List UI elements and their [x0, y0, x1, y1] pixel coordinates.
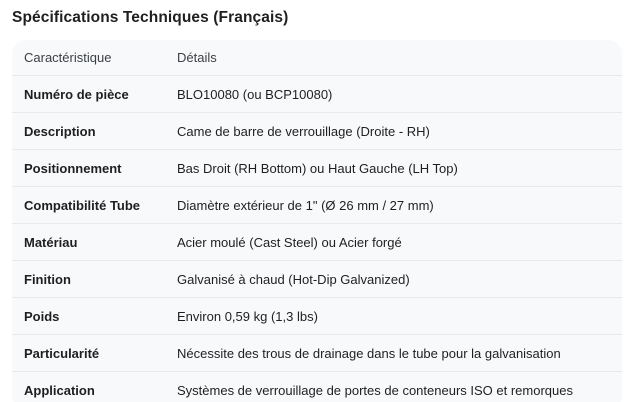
- row-label: Description: [12, 113, 165, 150]
- column-header-characteristic: Caractéristique: [12, 40, 165, 76]
- page-title: Spécifications Techniques (Français): [12, 9, 289, 26]
- row-value: Galvanisé à chaud (Hot-Dip Galvanized): [165, 261, 622, 298]
- row-label: Particularité: [12, 335, 165, 372]
- row-label: Matériau: [12, 224, 165, 261]
- table-row: [12, 261, 622, 298]
- spec-table-card: [12, 40, 622, 402]
- table-row: [12, 150, 622, 187]
- table-row: [12, 187, 622, 224]
- row-value: Acier moulé (Cast Steel) ou Acier forgé: [165, 224, 622, 261]
- table-row: [12, 113, 622, 150]
- row-value: Systèmes de verrouillage de portes de conteneurs ISO et remorques: [177, 382, 573, 398]
- table-row: [12, 372, 622, 402]
- spec-table: [12, 40, 622, 402]
- table-row: [12, 335, 622, 372]
- row-value: Environ 0,59 kg (1,3 lbs): [165, 298, 622, 335]
- row-label: Poids: [12, 298, 165, 335]
- column-header-details: Détails: [165, 40, 622, 76]
- row-label: Compatibilité Tube: [12, 187, 165, 224]
- row-label: Finition: [12, 261, 165, 298]
- row-value: Came de barre de verrouillage (Droite - RH): [165, 113, 622, 150]
- row-label: Numéro de pièce: [12, 76, 165, 113]
- row-value: Nécessite des trous de drainage dans le tube pour la galvanisation: [165, 335, 622, 372]
- table-row: [12, 224, 622, 261]
- table-row: [12, 76, 622, 113]
- row-label: Application: [24, 382, 95, 398]
- row-label: Positionnement: [12, 150, 165, 187]
- row-value: BLO10080 (ou BCP10080): [165, 76, 622, 113]
- row-value: Bas Droit (RH Bottom) ou Haut Gauche (LH Top): [165, 150, 622, 187]
- table-header-row: [12, 40, 622, 76]
- table-row: [12, 298, 622, 335]
- row-value: Diamètre extérieur de 1" (Ø 26 mm / 27 mm): [165, 187, 622, 224]
